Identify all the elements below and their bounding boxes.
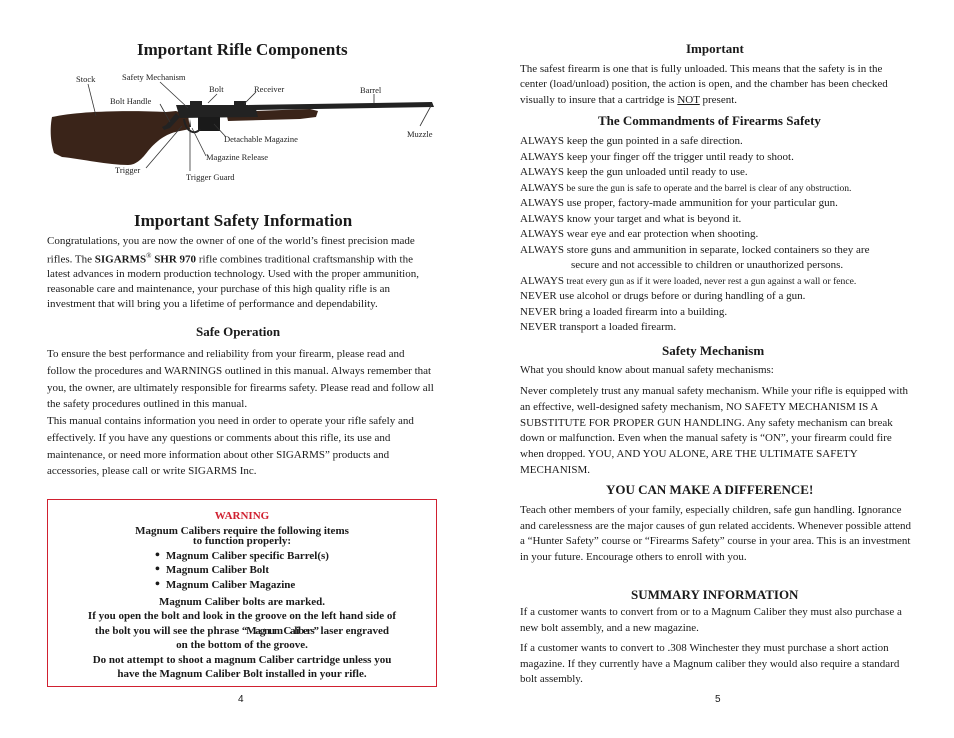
warning-line-6: on the bottom of the groove. [176, 639, 308, 651]
commandment-text: be sure the gun is safe to operate and the barrel is clear of any obstruction. [564, 182, 852, 194]
model-name: SHR 970 [151, 253, 197, 266]
commandment-text: wear eye and ear protection when shooting. [564, 228, 759, 240]
commandment-7 [520, 227, 869, 243]
commandment-8 [520, 243, 869, 259]
difference-text: Teach other members of your family, especially children, safe gun handling. Ignorance and carelessness are the major causes of gun related accidents. Whenever possible attend a “Hunter Safety” course or “Firearms Safety” course in your area. This is an investment in your future. Encourage others to enroll with you. [520, 504, 912, 563]
engraved-phrase: “Magnum Calibers” [241, 624, 318, 637]
label-muzzle: Muzzle [407, 129, 433, 139]
commandment-text: transport a loaded firearm. [556, 321, 677, 333]
commandment-text: bring a loaded firearm into a building. [556, 305, 728, 318]
commandment-keyword: NEVER [520, 290, 557, 302]
label-magazine-release: Magazine Release [206, 152, 269, 162]
important-title: Important [686, 41, 744, 56]
intro-text-1: Congratulations, you are now the owner of one of the world’s finest precision made rifles. The [47, 235, 415, 266]
label-barrel: Barrel [360, 85, 382, 95]
commandment-keyword: ALWAYS [520, 135, 565, 147]
warning-line-2: to function properly: [192, 535, 292, 547]
safe-operation-text-2: This manual contains information you need in order to operate your rifle safely and effectively. If you have any questions or comments about this rifle, its use and maintenance, or need more information about other SIGARMS” products and accessories, please call or write SIGARMS Inc. [47, 415, 414, 478]
commandment-12 [520, 320, 869, 336]
warning-line-4: If you open the bolt and look in the groove on the left hand side of [87, 610, 397, 622]
summary-text-2: If a customer wants to convert to .308 Winchester they must purchase a short action magazine. If they currently have a Magnum caliber they would also require a standard bolt assembly. [520, 642, 900, 686]
commandment-keyword: ALWAYS [520, 212, 565, 225]
safety-mechanism-intro: What you should know about manual safety mechanisms: [520, 364, 774, 376]
summary-text-1: If a customer wants to convert from or to a Magnum Caliber they must also purchase a new bolt assembly, and a new magazine. [520, 606, 902, 634]
warning-line-3: Magnum Caliber bolts are marked. [158, 595, 326, 608]
safety-mechanism-text: Never completely trust any manual safety mechanism. While your rifle is equipped with an effective, well-designed safety mechanism, NO SAFETY MECHANISM IS A SUBSTITUTE FOR PROPER GUN HANDLING. Any safety mechanism can break down or malfunction. Even when the manual safety is “ON”, your firearm could fire when dropped. YOU, AND YOU ALONE, ARE THE ULTIMATE SAFETY MECHANISM. [520, 385, 909, 476]
safe-operation-title: Safe Operation [196, 324, 281, 339]
components-title: Important Rifle Components [137, 40, 348, 59]
warning-line-1: Magnum Calibers require the following items [135, 524, 349, 537]
label-detachable-magazine: Detachable Magazine [224, 134, 298, 144]
commandment-keyword: ALWAYS [520, 166, 565, 178]
warning-bullet-3: • Magnum Caliber Magazine [155, 578, 329, 593]
safety-mechanism-title: Safety Mechanism [662, 343, 765, 358]
commandment-2 [520, 150, 869, 166]
commandment-6 [520, 212, 869, 228]
commandment-text: use proper, factory-made ammunition for your particular gun. [564, 197, 838, 209]
warning-line-7: Do not attempt to shoot a magnum Caliber cartridge unless you [92, 653, 392, 666]
commandment-keyword: ALWAYS [520, 150, 565, 163]
commandment-keyword: NEVER [520, 305, 557, 318]
brand-name: SIGARMS [94, 253, 147, 266]
commandment-text: store guns and ammunition in separate, locked containers so they are [564, 243, 870, 256]
commandment-text: know your target and what is beyond it. [564, 212, 742, 225]
warning-line-5 [48, 624, 436, 639]
commandment-text: use alcohol or drugs before or during handling of a gun. [556, 290, 806, 302]
warning-bullet-1: • Magnum Caliber specific Barrel(s) [155, 549, 329, 564]
commandment-text: keep your finger off the trigger until ready to shoot. [564, 150, 794, 163]
page-number-left: 4 [238, 694, 244, 705]
label-stock: Stock [76, 74, 96, 84]
important-text [520, 62, 900, 108]
label-receiver: Receiver [254, 84, 285, 94]
warning-line-5b: laser engraved [317, 624, 390, 637]
commandment-3 [520, 165, 869, 181]
commandment-10 [520, 289, 869, 305]
warning-line-8: have the Magnum Caliber Bolt installed in your rifle. [117, 668, 367, 680]
label-bolt: Bolt [209, 84, 224, 94]
warning-box [47, 499, 437, 687]
safety-info-title: Important Safety Information [134, 211, 353, 230]
commandment-keyword: ALWAYS [520, 228, 565, 240]
intro-paragraph [47, 234, 435, 312]
difference-title: YOU CAN MAKE A DIFFERENCE! [606, 482, 814, 497]
commandments-title: The Commandments of Firearms Safety [598, 113, 821, 128]
commandment-keyword: NEVER [520, 321, 557, 333]
commandment-4 [520, 181, 869, 197]
commandment-11 [520, 305, 869, 321]
warning-line-5a: the bolt you will see the phrase [94, 624, 242, 637]
important-text-end: present. [699, 93, 738, 106]
important-not: NOT [677, 93, 700, 106]
commandment-1 [520, 134, 869, 150]
commandment-keyword: ALWAYS [520, 181, 565, 194]
label-bolt-handle: Bolt Handle [110, 96, 152, 106]
label-trigger-guard: Trigger Guard [186, 172, 235, 182]
commandment-5 [520, 196, 869, 212]
commandment-keyword: ALWAYS [520, 197, 565, 209]
page-number-right: 5 [715, 694, 721, 705]
intro-text-2: rifle combines traditional craftsmanship with the latest advances in modern production technology. Used with the proper ammunition, reasonable care and maintenance, your purchase of this high quality rifle is an investment that will bring you a lifetime of performance and dependability. [47, 253, 419, 310]
commandment-text: keep the gun unloaded until ready to use. [564, 166, 748, 178]
registered-mark: ® [146, 251, 152, 260]
label-trigger: Trigger [115, 165, 141, 175]
commandment-9 [520, 274, 869, 290]
commandment-keyword: ALWAYS [520, 274, 565, 287]
commandment-8-continued: secure and not accessible to children or unauthorized persons. [571, 259, 844, 271]
warning-bullet-2: • Magnum Caliber Bolt [155, 563, 329, 578]
important-text-main: The safest firearm is one that is fully unloaded. This means that the safety is in the center (load/unload) position, the action is open, and the chamber has been checked visually to insure that a cartridge is [520, 63, 888, 106]
commandments-list [520, 134, 869, 336]
commandment-keyword: ALWAYS [520, 243, 565, 256]
safe-operation-text-1: To ensure the best performance and reliability from your firearm, please read and follow the procedures and WARNINGS outlined in this manual. Always remember that you, the owner, are ultimately responsible for firearms safety. Please read and follow all the safety procedures outlined in this manual. [47, 348, 434, 411]
commandment-text: keep the gun pointed in a safe direction. [564, 135, 743, 147]
warning-title: WARNING [214, 510, 270, 522]
commandment-text: treat every gun as if it were loaded, never rest a gun against a wall or fence. [564, 275, 857, 287]
label-safety-mechanism: Safety Mechanism [122, 72, 186, 82]
warning-bullets [155, 549, 329, 593]
summary-title: SUMMARY INFORMATION [631, 587, 799, 602]
